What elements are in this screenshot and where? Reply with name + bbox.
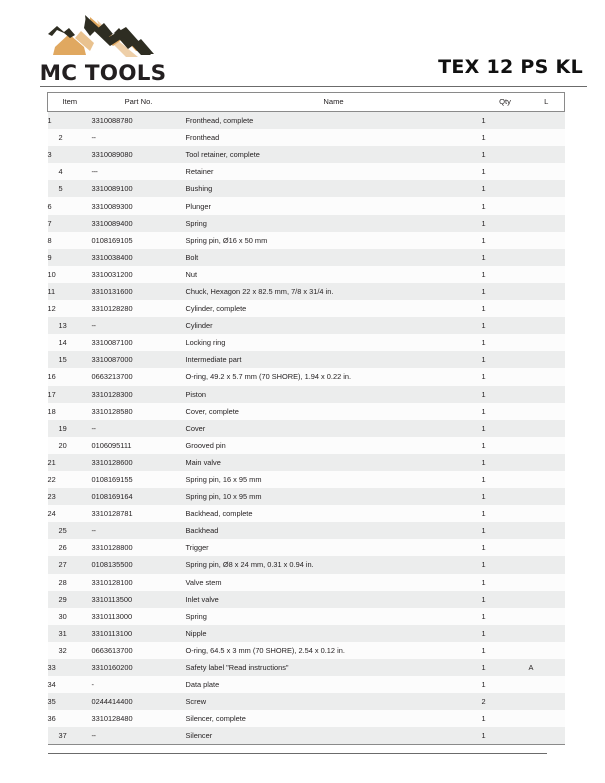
table-row [48, 727, 565, 745]
cell-name: Backhead, complete [186, 505, 482, 522]
cell-qty: 1 [482, 368, 529, 385]
cell-name: Spring [186, 215, 482, 232]
cell-name: Cover, complete [186, 403, 482, 420]
cell-qty: 1 [482, 403, 529, 420]
cell-item: 34 [48, 676, 92, 693]
cell-item: 11 [48, 283, 92, 300]
cell-l [529, 386, 565, 403]
table-row [48, 351, 565, 368]
table-row [48, 163, 565, 180]
cell-qty: 1 [482, 283, 529, 300]
table-row [48, 625, 565, 642]
cell-l [529, 403, 565, 420]
cell-part-no: 3310128480 [92, 710, 186, 727]
cell-l [529, 163, 565, 180]
cell-part-no: 3310128800 [92, 539, 186, 556]
table-row [48, 471, 565, 488]
cell-qty: 1 [482, 386, 529, 403]
cell-item: 17 [48, 386, 92, 403]
cell-qty: 1 [482, 215, 529, 232]
cell-qty: 1 [482, 522, 529, 539]
cell-qty: 1 [482, 232, 529, 249]
cell-item: 9 [48, 249, 92, 266]
table-row [48, 403, 565, 420]
cell-name: Cylinder, complete [186, 300, 482, 317]
cell-name: Cylinder [186, 317, 482, 334]
table-row [48, 266, 565, 283]
cell-l [529, 522, 565, 539]
cell-name: Chuck, Hexagon 22 x 82.5 mm, 7/8 x 31/4 in. [186, 283, 482, 300]
table-row [48, 317, 565, 334]
cell-item: 29 [48, 591, 92, 608]
cell-part-no: 3310113500 [92, 591, 186, 608]
dash-placeholder: -- [91, 321, 96, 331]
footer-divider [48, 753, 547, 754]
cell-part-no: 3310128600 [92, 454, 186, 471]
cell-l [529, 420, 565, 437]
cell-qty: 1 [482, 420, 529, 437]
dash-placeholder: -- [91, 526, 96, 536]
table-row [48, 556, 565, 573]
cell-name: Inlet valve [186, 591, 482, 608]
cell-qty: 1 [482, 112, 529, 130]
cell-part-no [92, 522, 186, 539]
cell-l [529, 454, 565, 471]
cell-item: 31 [48, 625, 92, 642]
cell-item: 10 [48, 266, 92, 283]
cell-name: Screw [186, 693, 482, 710]
cell-qty: 1 [482, 437, 529, 454]
cell-name: Nipple [186, 625, 482, 642]
cell-item: 7 [48, 215, 92, 232]
parts-table-head [48, 93, 565, 112]
cell-part-no: 0106095111 [92, 437, 186, 454]
cell-l [529, 710, 565, 727]
cell-name: Spring pin, Ø16 x 50 mm [186, 232, 482, 249]
cell-item: 23 [48, 488, 92, 505]
cell-name: Tool retainer, complete [186, 146, 482, 163]
table-row [48, 368, 565, 385]
cell-item: 36 [48, 710, 92, 727]
cell-part-no: 0108169164 [92, 488, 186, 505]
cell-qty: 1 [482, 556, 529, 573]
cell-item: 28 [48, 574, 92, 591]
table-header-row [48, 93, 565, 112]
cell-part-no: 3310128580 [92, 403, 186, 420]
cell-name: Plunger [186, 197, 482, 214]
cell-qty: 1 [482, 249, 529, 266]
cell-part-no: 0108169105 [92, 232, 186, 249]
cell-qty: 1 [482, 710, 529, 727]
cell-qty: 1 [482, 591, 529, 608]
dash-placeholder: -- [91, 731, 96, 741]
cell-part-no: 3310128280 [92, 300, 186, 317]
table-row [48, 591, 565, 608]
table-row [48, 112, 565, 130]
cell-name: Cover [186, 420, 482, 437]
table-row [48, 334, 565, 351]
cell-name: O-ring, 64.5 x 3 mm (70 SHORE), 2.54 x 0.12 in. [186, 642, 482, 659]
table-row [48, 659, 565, 676]
cell-part-no: 0663613700 [92, 642, 186, 659]
cell-name: Main valve [186, 454, 482, 471]
cell-name: Locking ring [186, 334, 482, 351]
brand-block [38, 14, 168, 85]
column-header-l: L [529, 93, 565, 112]
cell-item: 6 [48, 197, 92, 214]
cell-qty: 1 [482, 266, 529, 283]
table-row [48, 232, 565, 249]
cell-item: 27 [48, 556, 92, 573]
parts-table-container [0, 92, 605, 745]
table-row [48, 710, 565, 727]
cell-l [529, 539, 565, 556]
column-header-item: Item [48, 93, 92, 112]
column-header-name: Name [186, 93, 482, 112]
cell-l [529, 215, 565, 232]
cell-l [529, 317, 565, 334]
cell-item: 4 [48, 163, 92, 180]
page-title: TEX 12 PS KL [438, 56, 583, 78]
cell-l [529, 505, 565, 522]
cell-name: Nut [186, 266, 482, 283]
table-row [48, 386, 565, 403]
cell-part-no: 3310089400 [92, 215, 186, 232]
cell-item: 21 [48, 454, 92, 471]
table-row [48, 129, 565, 146]
table-row [48, 676, 565, 693]
cell-part-no: 3310113100 [92, 625, 186, 642]
table-row [48, 146, 565, 163]
cell-part-no: 3310113000 [92, 608, 186, 625]
cell-l [529, 488, 565, 505]
cell-name: Backhead [186, 522, 482, 539]
dash-placeholder: --- [91, 167, 98, 177]
cell-name: Data plate [186, 676, 482, 693]
cell-part-no: 3310128781 [92, 505, 186, 522]
table-row [48, 283, 565, 300]
dash-placeholder: - [91, 680, 94, 690]
cell-l [529, 351, 565, 368]
cell-item: 32 [48, 642, 92, 659]
cell-l [529, 249, 565, 266]
cell-l [529, 574, 565, 591]
cell-name: Safety label "Read instructions" [186, 659, 482, 676]
cell-part-no [92, 727, 186, 745]
cell-part-no: 3310038400 [92, 249, 186, 266]
cell-item: 16 [48, 368, 92, 385]
page-header [0, 0, 605, 86]
cell-part-no: 3310089100 [92, 180, 186, 197]
cell-part-no [92, 420, 186, 437]
cell-qty: 1 [482, 625, 529, 642]
table-row [48, 180, 565, 197]
cell-item: 13 [48, 317, 92, 334]
cell-item: 33 [48, 659, 92, 676]
cell-name: Grooved pin [186, 437, 482, 454]
cell-part-no: 3310089080 [92, 146, 186, 163]
cell-qty: 2 [482, 693, 529, 710]
cell-item: 30 [48, 608, 92, 625]
cell-qty: 1 [482, 608, 529, 625]
table-row [48, 539, 565, 556]
cell-qty: 1 [482, 334, 529, 351]
cell-qty: 1 [482, 574, 529, 591]
cell-qty: 1 [482, 351, 529, 368]
cell-l [529, 727, 565, 745]
cell-item: 24 [48, 505, 92, 522]
cell-qty: 1 [482, 454, 529, 471]
cell-qty: 1 [482, 146, 529, 163]
cell-name: Bushing [186, 180, 482, 197]
cell-item: 3 [48, 146, 92, 163]
cell-part-no: 0663213700 [92, 368, 186, 385]
cell-name: Retainer [186, 163, 482, 180]
cell-l [529, 676, 565, 693]
cell-part-no: 0108169155 [92, 471, 186, 488]
cell-name: Silencer, complete [186, 710, 482, 727]
cell-item: 18 [48, 403, 92, 420]
cell-name: Bolt [186, 249, 482, 266]
cell-qty: 1 [482, 539, 529, 556]
cell-l [529, 625, 565, 642]
column-header-part-no: Part No. [92, 93, 186, 112]
dash-placeholder: -- [91, 133, 96, 143]
cell-l [529, 693, 565, 710]
cell-qty: 1 [482, 642, 529, 659]
cell-l [529, 146, 565, 163]
cell-part-no: 3310128100 [92, 574, 186, 591]
table-row [48, 300, 565, 317]
cell-part-no: 3310087100 [92, 334, 186, 351]
cell-item: 35 [48, 693, 92, 710]
cell-name: O-ring, 49.2 x 5.7 mm (70 SHORE), 1.94 x 0.22 in. [186, 368, 482, 385]
cell-part-no: 0244414400 [92, 693, 186, 710]
cell-qty: 1 [482, 659, 529, 676]
cell-l [529, 129, 565, 146]
column-header-qty: Qty [482, 93, 529, 112]
cell-item: 2 [48, 129, 92, 146]
cell-l [529, 197, 565, 214]
cell-name: Piston [186, 386, 482, 403]
brand-name: MC TOOLS [39, 60, 167, 86]
table-row [48, 505, 565, 522]
cell-qty: 1 [482, 300, 529, 317]
table-row [48, 488, 565, 505]
cell-item: 12 [48, 300, 92, 317]
cell-item: 20 [48, 437, 92, 454]
cell-qty: 1 [482, 163, 529, 180]
cell-item: 8 [48, 232, 92, 249]
table-row [48, 454, 565, 471]
table-row [48, 693, 565, 710]
table-row [48, 642, 565, 659]
cell-item: 26 [48, 539, 92, 556]
cell-item: 15 [48, 351, 92, 368]
cell-name: Spring pin, Ø8 x 24 mm, 0.31 x 0.94 in. [186, 556, 482, 573]
cell-part-no: 3310131600 [92, 283, 186, 300]
cell-l [529, 334, 565, 351]
cell-name: Fronthead, complete [186, 112, 482, 130]
header-divider [40, 86, 587, 87]
cell-item: 22 [48, 471, 92, 488]
cell-part-no [92, 317, 186, 334]
cell-name: Silencer [186, 727, 482, 745]
cell-qty: 1 [482, 129, 529, 146]
cell-name: Fronthead [186, 129, 482, 146]
cell-part-no [92, 129, 186, 146]
cell-part-no [92, 676, 186, 693]
cell-part-no: 3310031200 [92, 266, 186, 283]
cell-qty: 1 [482, 676, 529, 693]
cell-l [529, 283, 565, 300]
parts-table [47, 92, 565, 745]
cell-item: 5 [48, 180, 92, 197]
cell-part-no [92, 163, 186, 180]
cell-l [529, 437, 565, 454]
table-row [48, 215, 565, 232]
table-row [48, 420, 565, 437]
cell-item: 25 [48, 522, 92, 539]
cell-l: A [529, 659, 565, 676]
parts-table-body [48, 112, 565, 745]
cell-name: Intermediate part [186, 351, 482, 368]
table-row [48, 608, 565, 625]
cell-qty: 1 [482, 488, 529, 505]
cell-name: Spring pin, 16 x 95 mm [186, 471, 482, 488]
cell-l [529, 232, 565, 249]
cell-qty: 1 [482, 180, 529, 197]
cell-l [529, 266, 565, 283]
cell-qty: 1 [482, 727, 529, 745]
cell-l [529, 112, 565, 130]
cell-part-no: 0108135500 [92, 556, 186, 573]
mountain-logo-icon [38, 14, 168, 62]
cell-l [529, 368, 565, 385]
cell-item: 19 [48, 420, 92, 437]
cell-part-no: 3310088780 [92, 112, 186, 130]
cell-name: Spring [186, 608, 482, 625]
table-row [48, 574, 565, 591]
cell-l [529, 300, 565, 317]
cell-item: 14 [48, 334, 92, 351]
cell-l [529, 591, 565, 608]
cell-l [529, 180, 565, 197]
cell-item: 37 [48, 727, 92, 745]
cell-l [529, 471, 565, 488]
cell-qty: 1 [482, 317, 529, 334]
table-row [48, 249, 565, 266]
cell-part-no: 3310087000 [92, 351, 186, 368]
cell-l [529, 608, 565, 625]
cell-l [529, 642, 565, 659]
dash-placeholder: -- [91, 423, 96, 433]
cell-name: Valve stem [186, 574, 482, 591]
cell-item: 1 [48, 112, 92, 130]
cell-qty: 1 [482, 471, 529, 488]
cell-part-no: 3310089300 [92, 197, 186, 214]
table-row [48, 522, 565, 539]
cell-part-no: 3310128300 [92, 386, 186, 403]
cell-qty: 1 [482, 197, 529, 214]
cell-l [529, 556, 565, 573]
cell-part-no: 3310160200 [92, 659, 186, 676]
table-row [48, 197, 565, 214]
cell-name: Trigger [186, 539, 482, 556]
cell-name: Spring pin, 10 x 95 mm [186, 488, 482, 505]
cell-qty: 1 [482, 505, 529, 522]
table-row [48, 437, 565, 454]
